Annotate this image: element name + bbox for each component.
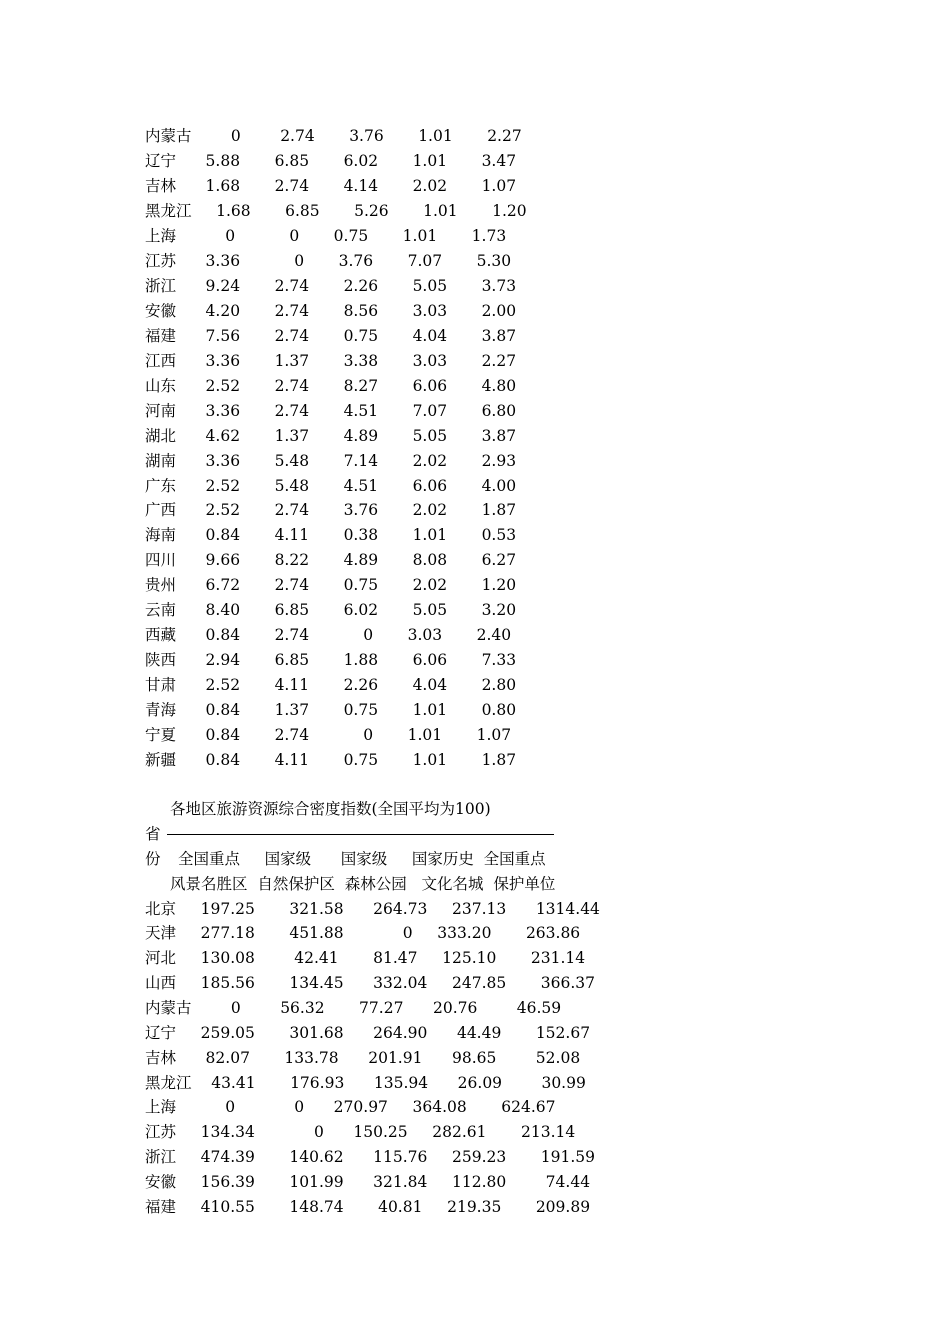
table-1-row: 福建 7.56 2.74 0.75 4.04 3.87 (145, 327, 517, 345)
table-1-row: 上海 0 0 0.75 1.01 1.73 (145, 227, 507, 245)
table-2-row: 安徽 156.39 101.99 321.84 112.80 74.44 (145, 1173, 591, 1191)
table-1-row: 贵州 6.72 2.74 0.75 2.02 1.20 (145, 576, 517, 594)
table-2-row: 山西 185.56 134.45 332.04 247.85 366.37 (145, 974, 595, 992)
table-2-row: 辽宁 259.05 301.68 264.90 44.49 152.67 (145, 1024, 591, 1042)
table-2-row: 天津 277.18 451.88 0 333.20 263.86 (145, 924, 581, 942)
table-2-header-province-top (145, 822, 554, 846)
table-1-row: 湖南 3.36 5.48 7.14 2.02 2.93 (145, 452, 517, 470)
table-1-row: 湖北 4.62 1.37 4.89 5.05 3.87 (145, 427, 517, 445)
table-1-row: 山东 2.52 2.74 8.27 6.06 4.80 (145, 377, 517, 395)
table-1-row: 海南 0.84 4.11 0.38 1.01 0.53 (145, 526, 517, 544)
table-2-row: 福建 410.55 148.74 40.81 219.35 209.89 (145, 1198, 591, 1216)
table-2-row: 上海 0 0 270.97 364.08 624.67 (145, 1098, 556, 1116)
table-1-row: 陕西 2.94 6.85 1.88 6.06 7.33 (145, 651, 517, 669)
table-2-header-row-2: 风景名胜区 自然保护区 森林公园 文化名城 保护单位 (170, 875, 556, 893)
table-1-row: 浙江 9.24 2.74 2.26 5.05 3.73 (145, 277, 517, 295)
table-2-row: 内蒙古 0 56.32 77.27 20.76 46.59 (145, 999, 562, 1017)
table-2-row: 黑龙江 43.41 176.93 135.94 26.09 30.99 (145, 1074, 586, 1092)
table-1-row: 安徽 4.20 2.74 8.56 3.03 2.00 (145, 302, 517, 320)
table-1-row: 河南 3.36 2.74 4.51 7.07 6.80 (145, 402, 517, 420)
table-1-row: 黑龙江 1.68 6.85 5.26 1.01 1.20 (145, 202, 527, 220)
table-2-row: 江苏 134.34 0 150.25 282.61 213.14 (145, 1123, 576, 1141)
table-2-row: 吉林 82.07 133.78 201.91 98.65 52.08 (145, 1049, 581, 1067)
table-2-row: 浙江 474.39 140.62 115.76 259.23 191.59 (145, 1148, 595, 1166)
table-1-row: 内蒙古 0 2.74 3.76 1.01 2.27 (145, 127, 522, 145)
header-rule (167, 834, 554, 835)
table-2-row: 河北 130.08 42.41 81.47 125.10 231.14 (145, 949, 586, 967)
table-2-header-row-1: 全国重点 国家级 国家级 国家历史 全国重点 (178, 850, 546, 868)
province-char-sheng: 省 (145, 825, 161, 843)
table-2-row: 北京 197.25 321.58 264.73 237.13 1314.44 (145, 900, 600, 918)
table-1-row: 甘肃 2.52 4.11 2.26 4.04 2.80 (145, 676, 517, 694)
table-1-row: 江苏 3.36 0 3.76 7.07 5.30 (145, 252, 512, 270)
table-1-row: 西藏 0.84 2.74 0 3.03 2.40 (145, 626, 512, 644)
table-2-header-province-bottom: 份 (145, 850, 161, 868)
table-1-row: 吉林 1.68 2.74 4.14 2.02 1.07 (145, 177, 517, 195)
table-1-row: 四川 9.66 8.22 4.89 8.08 6.27 (145, 551, 517, 569)
table-1-row: 江西 3.36 1.37 3.38 3.03 2.27 (145, 352, 517, 370)
table-2-title: 各地区旅游资源综合密度指数(全国平均为100) (170, 800, 491, 818)
table-1-row: 青海 0.84 1.37 0.75 1.01 0.80 (145, 701, 517, 719)
table-1-row: 新疆 0.84 4.11 0.75 1.01 1.87 (145, 751, 517, 769)
table-1-row: 辽宁 5.88 6.85 6.02 1.01 3.47 (145, 152, 517, 170)
table-1-row: 宁夏 0.84 2.74 0 1.01 1.07 (145, 726, 512, 744)
table-1-row: 广西 2.52 2.74 3.76 2.02 1.87 (145, 501, 517, 519)
table-1-row: 广东 2.52 5.48 4.51 6.06 4.00 (145, 477, 517, 495)
table-1-row: 云南 8.40 6.85 6.02 5.05 3.20 (145, 601, 517, 619)
